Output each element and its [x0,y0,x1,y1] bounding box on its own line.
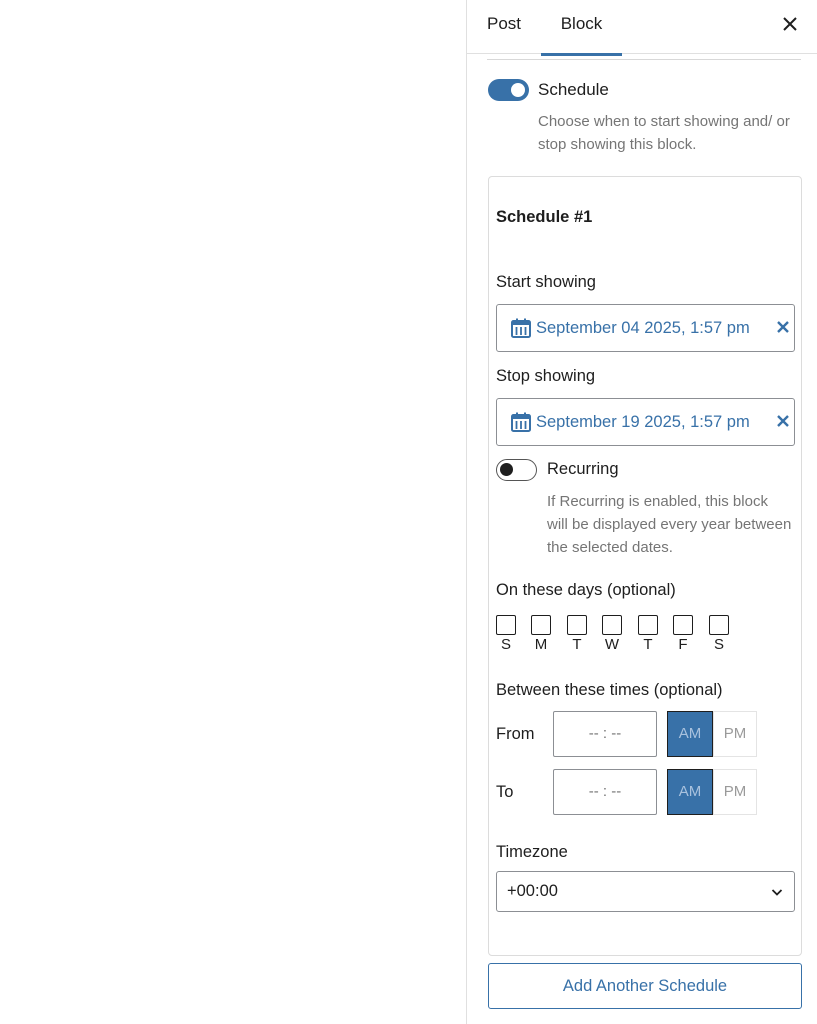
day-letter: F [678,636,688,653]
active-tab-indicator [541,53,622,56]
day-letter: W [604,636,620,653]
schedule-help-text: Choose when to start showing and/ or stop showing this block. [538,113,790,153]
day-letter: M [534,636,548,653]
to-pm-button[interactable]: PM [713,769,757,815]
clear-start-date-icon[interactable] [774,318,792,336]
timezone-label: Timezone [496,843,568,861]
from-am-button[interactable]: AM [667,711,713,757]
calendar-icon [510,317,532,339]
day-letter: T [643,636,653,653]
from-time-input[interactable]: -- : -- [553,711,657,757]
stop-date-value: September 19 2025, 1:57 pm [536,413,750,431]
toggle-knob [500,463,513,476]
chevron-down-icon [770,885,784,899]
recurring-label: Recurring [547,460,619,478]
schedule-card-title: Schedule #1 [496,208,593,226]
from-ampm-toggle [667,711,757,757]
add-another-schedule-button[interactable]: Add Another Schedule [488,963,802,1009]
start-date-input[interactable] [496,304,795,352]
day-letter: S [500,636,511,653]
day-checkbox[interactable] [567,615,587,635]
clear-stop-date-icon[interactable] [774,412,792,430]
day-thursday [638,615,658,653]
times-label: Between these times (optional) [496,681,723,699]
sidebar-tabs [467,0,817,54]
day-monday [531,615,551,653]
day-checkbox[interactable] [673,615,693,635]
day-checkbox[interactable] [496,615,516,635]
settings-sidebar [467,0,817,1024]
start-date-value: September 04 2025, 1:57 pm [536,319,750,337]
day-letter: T [572,636,582,653]
schedule-label: Schedule [538,80,609,99]
schedule-toggle[interactable] [488,79,529,101]
day-checkbox[interactable] [709,615,729,635]
recurring-help-text: If Recurring is enabled, this block will be displayed every year between the selected dates. [547,493,792,556]
day-saturday [709,615,729,653]
start-showing-label: Start showing [496,273,596,291]
recurring-toggle[interactable] [496,459,537,481]
day-tuesday [567,615,587,653]
tab-post[interactable]: Post [487,14,522,33]
schedule-card [488,176,802,956]
to-am-button[interactable]: AM [667,769,713,815]
toggle-knob [511,83,525,97]
day-sunday [496,615,516,653]
tab-block[interactable] [541,0,622,54]
day-checkbox[interactable] [531,615,551,635]
tab-block-label: Block [560,14,603,33]
timezone-value: +00:00 [507,882,558,900]
stop-showing-label: Stop showing [496,367,596,385]
day-wednesday [602,615,622,653]
days-label: On these days (optional) [496,581,676,599]
panel-divider [487,59,801,60]
close-icon [779,13,801,35]
day-letter: S [713,636,724,653]
close-sidebar-button[interactable] [779,13,801,35]
timezone-select[interactable] [496,871,795,912]
stop-date-input[interactable] [496,398,795,446]
day-checkbox[interactable] [638,615,658,635]
day-friday [673,615,693,653]
from-label: From [496,725,535,743]
day-checkbox[interactable] [602,615,622,635]
from-pm-button[interactable]: PM [713,711,757,757]
calendar-icon [510,411,532,433]
to-ampm-toggle [667,769,757,815]
to-label: To [496,783,514,801]
to-time-input[interactable]: -- : -- [553,769,657,815]
